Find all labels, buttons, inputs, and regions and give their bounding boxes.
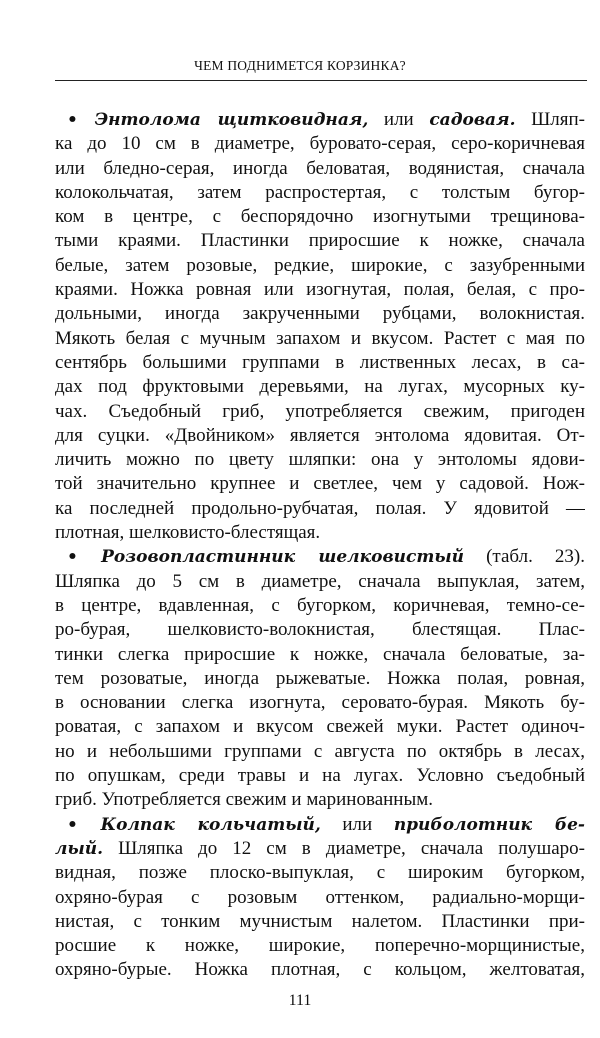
species-name: • Розовопластинник шелковистый [67, 547, 464, 568]
text-line [55, 861, 585, 885]
text-segment: или бледно-серая, иногда беловатая, водянистая, сначала [55, 157, 585, 179]
text-line [55, 618, 585, 642]
text-line [55, 157, 585, 181]
species-name: приболотник бе- [393, 814, 585, 835]
text-segment: личить можно по цвету шляпки: она у энтоломы ядови- [55, 449, 585, 471]
text-line [55, 958, 585, 982]
text-segment: дах под фруктовыми деревьями, на лугах, мусорных ку- [55, 376, 585, 398]
text-line [55, 837, 585, 861]
text-line [55, 910, 585, 934]
species-name: садовая. [429, 110, 516, 130]
text-segment: охряно-бурая с розовым оттенком, радиально-морщи- [55, 886, 585, 908]
text-segment: чах. Съедобный гриб, употребляется свежим, пригоден [55, 400, 585, 422]
species-name: • Энтолома щитковидная, [67, 110, 369, 130]
text-segment: гриб. Употребляется свежим и маринованным. [55, 789, 434, 811]
text-line [55, 934, 585, 958]
text-segment: видная, позже плоско-выпуклая, с широким бугорком, [55, 862, 585, 884]
text-segment: ком в центре, с беспорядочно изогнутыми трещинова- [55, 206, 585, 228]
text-line [55, 667, 585, 691]
text-segment: Шляпка до 12 см в диаметре, сначала полушаро- [103, 837, 585, 859]
text-segment: краями. Ножка ровная или изогнутая, полая, белая, с про- [55, 279, 585, 301]
text-line [55, 400, 585, 424]
text-segment: для суцки. «Двойником» является энтолома ядовитая. От- [55, 424, 585, 446]
text-line [55, 521, 585, 545]
running-header: ЧЕМ ПОДНИМЕТСЯ КОРЗИНКА? [194, 58, 406, 73]
text-segment: плотная, шелковисто-блестящая. [55, 522, 321, 544]
text-segment: нистая, с тонким мучнистым налетом. Пластинки при- [55, 910, 585, 932]
text-segment: ро-бурая, шелковисто-волокнистая, блестящая. Плас- [55, 619, 585, 641]
species-name: • Колпак кольчатый, [67, 814, 321, 835]
text-line [55, 813, 585, 837]
text-line [55, 302, 585, 326]
text-segment: колокольчатая, затем распростертая, с толстым бугор- [55, 181, 585, 203]
text-line [55, 594, 585, 618]
text-segment: в основании слегка изогнута, серовато-бурая. Мякоть бу- [55, 692, 585, 714]
page-number: 111 [288, 992, 312, 1009]
text-line [55, 327, 585, 351]
text-segment: Шляп- [515, 109, 585, 130]
text-line [55, 643, 585, 667]
text-segment: ка до 10 см в диаметре, буровато-серая, серо-коричневая [55, 133, 585, 155]
text-segment: роватая, с запахом и вкусом свежей муки. Растет одиноч- [55, 716, 585, 738]
text-line [55, 205, 585, 229]
text-line [55, 764, 585, 788]
text-segment: тыми краями. Пластинки приросшие к ножке, сначала [55, 230, 585, 252]
page-body-text [55, 108, 585, 983]
text-line [55, 108, 585, 132]
text-line [55, 715, 585, 739]
text-line [55, 570, 585, 594]
text-segment: Шляпка до 5 см в диаметре, сначала выпуклая, затем, [55, 570, 585, 592]
text-segment: по опушкам, среди травы и на лугах. Условно съедобный [55, 765, 585, 787]
text-segment: дольными, иногда закрученными рубцами, волокнистая. [55, 303, 585, 325]
text-line [55, 229, 585, 253]
text-line [55, 497, 585, 521]
text-segment: (табл. 23). [464, 546, 585, 568]
text-segment: охряно-бурые. Ножка плотная, с кольцом, желтоватая, [55, 959, 585, 981]
text-line [55, 788, 585, 812]
header-rule [55, 80, 587, 81]
text-line [55, 254, 585, 278]
text-segment: росшие к ножке, широкие, поперечно-морщинистые, [55, 935, 585, 957]
text-line [55, 278, 585, 302]
text-line [55, 132, 585, 156]
text-segment: тем розоватые, иногда рыжеватые. Ножка полая, ровная, [55, 667, 585, 689]
text-segment: тинки слегка приросшие к ножке, сначала беловатые, за- [55, 643, 585, 665]
species-name: лый. [55, 838, 104, 859]
text-line [55, 691, 585, 715]
text-segment: но и небольшими группами с августа по октябрь в лесах, [55, 740, 585, 762]
text-line [55, 886, 585, 910]
text-line [55, 448, 585, 472]
text-line [55, 181, 585, 205]
text-segment: Мякоть белая с мучным запахом и вкусом. Растет с мая по [55, 327, 585, 349]
text-segment: в центре, вдавленная, с бугорком, коричневая, темно-се- [55, 594, 585, 616]
text-segment: сентябрь большими группами в лиственных лесах, в са- [55, 351, 585, 373]
text-segment: той значительно крупнее и светлее, чем у садовой. Нож- [55, 473, 585, 495]
text-line [55, 375, 585, 399]
text-line [55, 472, 585, 496]
text-line [55, 424, 585, 448]
text-segment: или [368, 109, 430, 130]
text-line [55, 351, 585, 375]
text-line [55, 545, 585, 569]
text-segment: ка последней продольно-рубчатая, полая. У ядовитой — [55, 497, 585, 519]
text-segment: или [320, 813, 394, 835]
text-line [55, 740, 585, 764]
text-segment: белые, затем розовые, редкие, широкие, с зазубренными [55, 254, 585, 276]
